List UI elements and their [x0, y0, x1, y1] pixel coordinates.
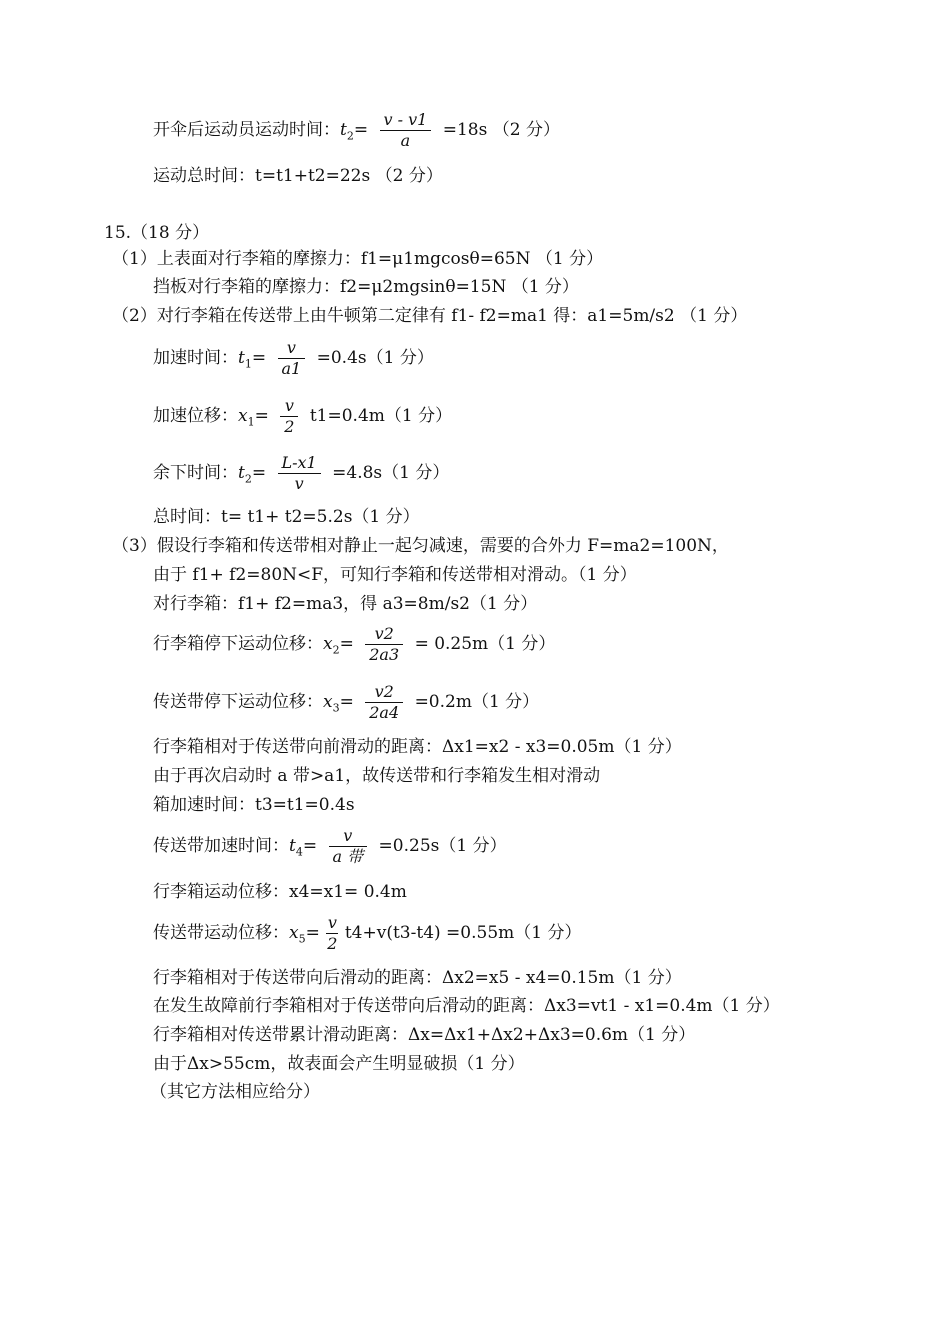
- part3-box-acceleration: 对行李箱：f1+ f2=ma3，得 a3=8m/s2（1 分）: [153, 594, 538, 614]
- part2-newton-law: （2）对行李箱在传送带上由牛顿第二定律有 f1- f2=ma1 得：a1=5m/s2 （1 分）: [112, 306, 748, 326]
- parachute-time-fraction: [380, 110, 432, 151]
- fraction-denominator: 2: [284, 417, 295, 436]
- fraction-numerator: v: [329, 826, 368, 847]
- total-time-part2: 总时间：t= t1+ t2=5.2s（1 分）: [153, 507, 420, 527]
- fraction-denominator: v: [294, 474, 304, 493]
- belt-acceleration-result: =0.25s（1 分）: [378, 836, 507, 856]
- acceleration-time-result: =0.4s（1 分）: [316, 348, 434, 368]
- belt-stop-displacement-line: 传送带停下运动位移：$x_3=$ $\frac{v2}{2a4}$ =0.2m（1 分）: [153, 682, 540, 722]
- acceleration-time-fraction: [278, 338, 306, 379]
- belt-displacement-fraction: [326, 913, 338, 954]
- acceleration-time-label: 加速时间：: [153, 348, 238, 368]
- acceleration-displacement-line: 加速位移：$x_1=$ $\frac{v}{2}$ t1=0.4m（1 分）: [153, 396, 453, 436]
- parachute-time-line: 开伞后运动员运动时间：$t_2=$ $\frac{v - v1}{a}$ =18s （2 分）: [153, 110, 560, 150]
- box-stop-label: 行李箱停下运动位移：: [153, 634, 323, 654]
- acceleration-displacement-label: 加速位移：: [153, 406, 238, 426]
- part3-assumption: （3）假设行李箱和传送带相对静止一起匀减速，需要的合外力 F=ma2=100N，: [112, 536, 729, 556]
- part1-baffle-friction: 挡板对行李箱的摩擦力：f2=μ2mgsinθ=15N （1 分）: [153, 277, 579, 297]
- belt-displacement-label: 传送带运动位移：: [153, 923, 289, 943]
- fraction-numerator: L-x1: [278, 453, 321, 474]
- part3-relative-slide: 由于 f1+ f2=80N<F，可知行李箱和传送带相对滑动。（1 分）: [153, 565, 637, 585]
- box-stop-fraction: [365, 624, 403, 665]
- acceleration-time-line: 加速时间：$t_1=$ $\frac{v}{a1}$ =0.4s（1 分）: [153, 338, 434, 378]
- belt-acceleration-fraction: [329, 826, 368, 867]
- fraction-denominator: a: [400, 131, 411, 150]
- box-stop-displacement-line: 行李箱停下运动位移：$x_2=$ $\frac{v2}{2a3}$ = 0.25m（1 分）: [153, 624, 556, 664]
- belt-acceleration-time-line: 传送带加速时间：$t_4=$ $\frac{v}{\text{a 带}}$ =0.25s（1 分）: [153, 826, 507, 866]
- total-time-line: 运动总时间：t=t1+t2=22s （2 分）: [153, 166, 443, 186]
- question-15-heading: 15.（18 分）: [104, 223, 210, 243]
- remaining-time-label: 余下时间：: [153, 463, 238, 483]
- fraction-numerator: v - v1: [380, 110, 432, 131]
- total-slide-distance: 行李箱相对传送带累计滑动距离：Δx=Δx1+Δx2+Δx3=0.6m（1 分）: [153, 1025, 696, 1045]
- belt-acceleration-label: 传送带加速时间：: [153, 836, 289, 856]
- belt-stop-fraction: [365, 682, 403, 723]
- fraction-denominator: a 带: [332, 847, 364, 866]
- fraction-numerator: v: [327, 913, 337, 932]
- relative-backward-slide: 行李箱相对于传送带向后滑动的距离：Δx2=x5 - x4=0.15m（1 分）: [153, 968, 682, 988]
- fraction-numerator: v: [280, 396, 298, 417]
- before-fault-slide: 在发生故障前行李箱相对于传送带向后滑动的距离：Δx3=vt1 - x1=0.4m（1 分）: [153, 996, 780, 1016]
- parachute-time-label: 开伞后运动员运动时间：: [153, 120, 340, 140]
- belt-displacement-line: 传送带运动位移：$x_5=$ $\frac{v}{2}$ t4+v(t3-t4) =0.55m（1 分）: [153, 913, 582, 953]
- acceleration-displacement-result: t1=0.4m（1 分）: [309, 406, 453, 426]
- parachute-time-result: =18s （2 分）: [442, 120, 560, 140]
- other-methods-note: （其它方法相应给分）: [150, 1082, 320, 1102]
- fraction-denominator: 2a3: [369, 645, 400, 664]
- acceleration-displacement-fraction: [280, 396, 298, 437]
- belt-stop-result: =0.2m（1 分）: [414, 692, 540, 712]
- fraction-numerator: v2: [365, 682, 403, 703]
- box-acceleration-time: 箱加速时间：t3=t1=0.4s: [153, 795, 355, 815]
- fraction-denominator: a1: [281, 359, 302, 378]
- remaining-time-line: 余下时间：$t_2=$ $\frac{L-x1}{v}$ =4.8s（1 分）: [153, 453, 450, 493]
- remaining-time-result: =4.8s（1 分）: [332, 463, 450, 483]
- remaining-time-fraction: [278, 453, 321, 494]
- box-displacement: 行李箱运动位移：x4=x1= 0.4m: [153, 882, 407, 902]
- fraction-denominator: 2a4: [369, 703, 400, 722]
- belt-displacement-result: t4+v(t3-t4) =0.55m（1 分）: [344, 923, 582, 943]
- relative-forward-slide: 行李箱相对于传送带向前滑动的距离：Δx1=x2 - x3=0.05m（1 分）: [153, 737, 682, 757]
- fraction-numerator: v2: [365, 624, 403, 645]
- fraction-denominator: 2: [327, 934, 338, 953]
- fraction-numerator: v: [278, 338, 306, 359]
- damage-conclusion: 由于Δx>55cm，故表面会产生明显破损（1 分）: [153, 1054, 525, 1074]
- box-stop-result: = 0.25m（1 分）: [414, 634, 556, 654]
- restart-condition: 由于再次启动时 a 带>a1，故传送带和行李箱发生相对滑动: [153, 766, 601, 786]
- part1-top-friction: （1）上表面对行李箱的摩擦力：f1=μ1mgcosθ=65N （1 分）: [112, 249, 604, 269]
- belt-stop-label: 传送带停下运动位移：: [153, 692, 323, 712]
